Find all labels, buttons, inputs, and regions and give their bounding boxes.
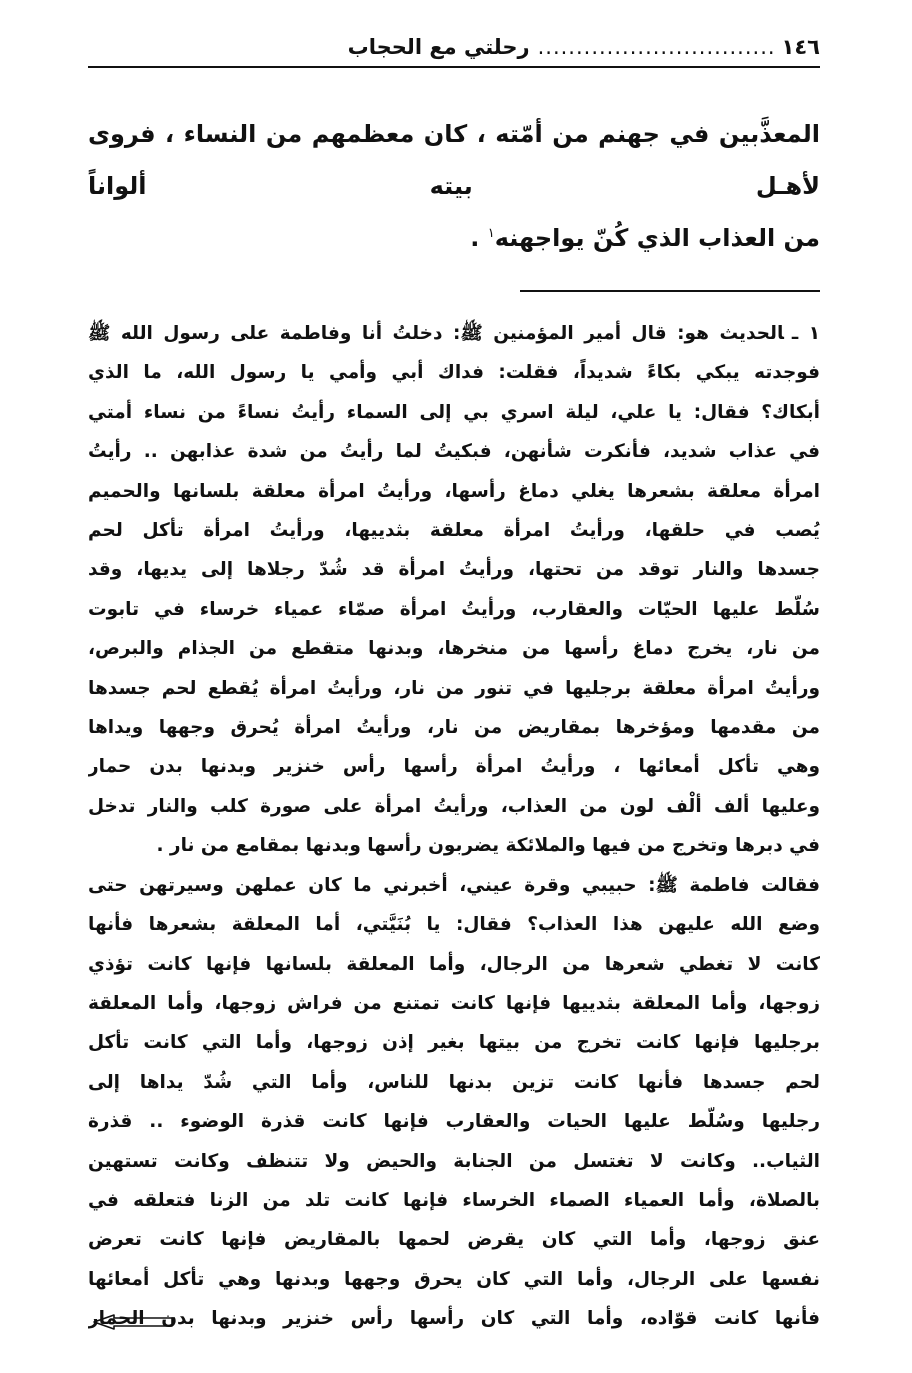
- footnote-line: رجليها وسُلّط عليها الحيات والعقارب فإنها كانت قذرة الوضوء .. قذرة: [88, 1111, 820, 1133]
- footnote-line: نفسها على الرجال، وأما التي كان يحرق وجهها وبدنها وهي تأكل أمعائها: [88, 1268, 820, 1290]
- footnote-line: جسدها والنار توقد من تحتها، ورأيتُ امرأة قد شُدّ رجلاها إلى يديها، وقد: [88, 559, 820, 581]
- main-line-2-text: من العذاب الذي كُنّ يواجهنه: [494, 224, 820, 252]
- footnote-line-text: الحديث هو: قال أمير المؤمنين ﷺ: دخلتُ أنا وفاطمة على رسول الله ﷺ: [88, 323, 784, 344]
- footnote-line: بالصلاة، وأما العمياء الصماء الخرساء فإنها كانت تلد من الزنا فتعلقه في: [88, 1189, 820, 1211]
- footnote-line: [88, 314, 820, 353]
- book-title: رحلتي مع الحجاب: [347, 35, 530, 59]
- book-page: [88, 30, 820, 1339]
- footnote-line: امرأة معلقة بشعرها يغلي دماغ رأسها، ورأيتُ امرأة معلقة بلسانها والحميم: [88, 480, 820, 502]
- footnote-line: برجليها فإنها كانت تخرج من بيتها بغير إذن زوجها، وأما التي كانت تأكل: [88, 1032, 820, 1054]
- footnote-line: عنق زوجها، وأما التي كان يقرض لحمها بالمقاريض فإنها كانت تعرض: [88, 1229, 820, 1251]
- footnote-line: فوجدته يبكي بكاءً شديداً، فقلت: فداك أبي وأمي يا رسول الله، ما الذي: [88, 362, 820, 384]
- footnote-line: من مقدمها ومؤخرها بمقاريض من نار، ورأيتُ امرأة يُحرق وجهها ويداها: [88, 717, 820, 739]
- main-text: [88, 108, 820, 264]
- footnote-line: فأنها كانت قوّاده، وأما التي كان رأسها رأس خنزير وبدنها بدن الحمار: [88, 1308, 820, 1330]
- footnote-line: ورأيتُ امرأة معلقة برجليها في تنور من نار، ورأيتُ امرأة يُقطع لحم جسدها: [88, 677, 820, 699]
- footnote-line: لحم جسدها فأنها كانت تزين بدنها للناس، وأما التي شُدّ يداها إلى: [88, 1071, 820, 1093]
- footnote-divider: [520, 290, 820, 292]
- main-end-mark: .: [470, 224, 488, 252]
- main-line-2: [88, 212, 820, 264]
- footnote-line: سُلّط عليها الحيّات والعقارب، ورأيتُ امرأة صمّاء عمياء خرساء في تابوت: [88, 598, 820, 620]
- footnote-line: كانت لا تغطي شعرها من الرجال، وأما المعلقة بلسانها فإنها كانت تؤذي: [88, 953, 820, 975]
- footnote-reference: ١: [487, 226, 495, 241]
- footnote-line: من نار، يخرج دماغ رأسها من منخرها، وبدنها متقطع من الجذام والبرص،: [88, 638, 820, 660]
- header-leader-dots: ...............................: [537, 35, 776, 59]
- footnote-line: وهي تأكل أمعائها ، ورأيتُ امرأة رأسها رأس خنزير وبدنها بدن حمار: [88, 756, 820, 778]
- main-line-1: المعذَّبين في جهنم من أمّته ، كان معظمهم من النساء ، فروى لأهـل بيته ألواناً: [88, 120, 820, 200]
- footnote-line: أبكاك؟ فقال: يا علي، ليلة اسري بي إلى السماء رأيتُ نساءً من نساء أمتي: [88, 401, 820, 423]
- footnote-line: زوجها، وأما المعلقة بثدييها فإنها كانت تمتنع من فراش زوجها، وأما المعلقة: [88, 992, 820, 1014]
- footnote-line: وعليها ألف ألْف لون من العذاب، ورأيتُ امرأة على صورة كلب والنار تدخل: [88, 795, 820, 817]
- footnote-line: الثياب.. وكانت لا تغتسل من الجنابة والحيض ولا تتنظف وكانت تستهين: [88, 1150, 820, 1172]
- footnote: [88, 314, 820, 1339]
- running-header: [88, 30, 820, 68]
- footnote-line: يُصب في حلقها، ورأيتُ امرأة معلقة بثدييها، ورأيتُ امرأة تأكل لحم: [88, 520, 820, 542]
- footnote-line: وضع الله عليهن هذا العذاب؟ فقال: يا بُنَيَّتي، أما المعلقة بشعرها فأنها: [88, 914, 820, 936]
- footnote-line: في عذاب شديد، فأنكرت شأنهن، فبكيتُ لما رأيتُ من شدة عذابهن .. رأيتُ: [88, 441, 820, 463]
- left-arrow-icon: [92, 1314, 174, 1330]
- footnote-number: ١ ـ: [791, 323, 820, 344]
- footnote-line: في دبرها وتخرج من فيها والملائكة يضربون رأسها وبدنها بمقامع من نار .: [156, 835, 820, 857]
- footnote-line: فقالت فاطمة ﷺ: حبيبي وقرة عيني، أخبرني ما كان عملهن وسيرتهن حتى: [88, 874, 820, 896]
- page-number: ١٤٦: [781, 35, 820, 59]
